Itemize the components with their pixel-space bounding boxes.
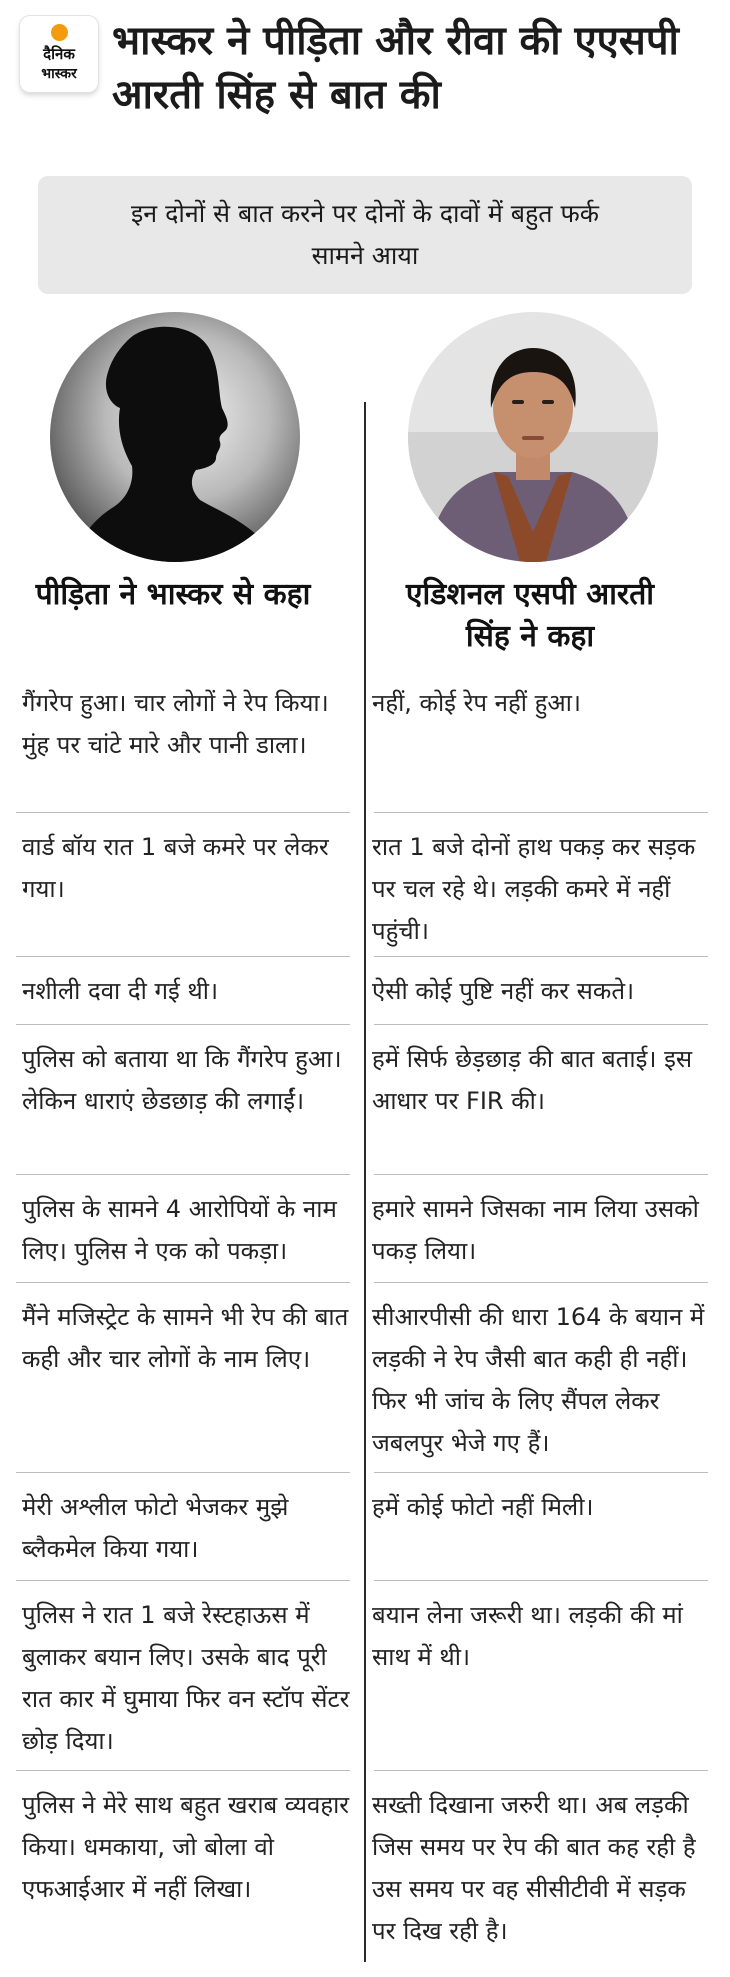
row-separator bbox=[374, 1024, 708, 1025]
asp-response: रात 1 बजे दोनों हाथ पकड़ कर सड़क पर चल रहे थे। लड़की कमरे में नहीं पहुंची। bbox=[372, 833, 696, 945]
logo-text-line1: दैनिक bbox=[43, 45, 75, 63]
victim-statement: मैंने मजिस्ट्रेट के सामने भी रेप की बात कही और चार लोगों के नाम लिए। bbox=[22, 1303, 349, 1373]
logo-text-line2: भास्कर bbox=[41, 66, 77, 82]
row-separator bbox=[374, 1282, 708, 1283]
row-separator bbox=[16, 1472, 350, 1473]
asp-aarti-singh-photo bbox=[408, 312, 658, 562]
asp-response: नहीं, कोई रेप नहीं हुआ। bbox=[372, 689, 581, 717]
row-separator bbox=[374, 1580, 708, 1581]
row-separator bbox=[16, 956, 350, 957]
asp-response: सख्ती दिखाना जरुरी था। अब लड़की जिस समय पर रेप की बात कह रही है उस समय पर वह सीसीटीवी में सड़क पर दिख रही है। bbox=[372, 1791, 696, 1945]
subheading-box bbox=[38, 176, 692, 294]
victim-statement: पुलिस के सामने 4 आरोपियों के नाम लिए। पुलिस ने एक को पकड़ा। bbox=[22, 1195, 337, 1265]
victim-statement: पुलिस ने मेरे साथ बहुत खराब व्यवहार किया। धमकाया, जो बोला वो एफआईआर में नहीं लिखा। bbox=[22, 1791, 350, 1903]
row-separator bbox=[374, 1174, 708, 1175]
asp-response: ऐसी कोई पुष्टि नहीं कर सकते। bbox=[372, 977, 635, 1005]
row-separator bbox=[16, 1770, 350, 1771]
asp-response: बयान लेना जरूरी था। लड़की की मां साथ में थी। bbox=[372, 1601, 683, 1671]
asp-column-heading: एडिशनल एसपी आरती सिंह ने कहा bbox=[405, 577, 655, 654]
column-divider bbox=[364, 402, 366, 1962]
subheading: इन दोनों से बात करने पर दोनों के दावों में बहुत फर्क सामने आया bbox=[131, 199, 599, 270]
victim-statement: नशीली दवा दी गई थी। bbox=[22, 977, 219, 1005]
row-separator bbox=[374, 1472, 708, 1473]
victim-statement: गैंगरेप हुआ। चार लोगों ने रेप किया। मुंह पर चांटे मारे और पानी डाला। bbox=[22, 689, 329, 759]
logo-sun-icon bbox=[51, 24, 68, 41]
victim-statement: मेरी अश्लील फोटो भेजकर मुझे ब्लैकमेल किया गया। bbox=[22, 1493, 289, 1563]
row-separator bbox=[374, 1770, 708, 1771]
row-separator bbox=[374, 812, 708, 813]
row-separator bbox=[16, 1174, 350, 1175]
dainik-bhaskar-logo bbox=[20, 16, 98, 92]
row-separator bbox=[16, 1282, 350, 1283]
row-separator bbox=[16, 1580, 350, 1581]
row-separator bbox=[374, 956, 708, 957]
asp-response: हमारे सामने जिसका नाम लिया उसको पकड़ लिया। bbox=[372, 1195, 699, 1265]
victim-statement: पुलिस को बताया था कि गैंगरेप हुआ। लेकिन धाराएं छेडछाड़ की लगाईं। bbox=[22, 1045, 342, 1115]
asp-response: हमें कोई फोटो नहीं मिली। bbox=[372, 1493, 594, 1521]
row-separator bbox=[16, 1024, 350, 1025]
asp-response: हमें सिर्फ छेड़छाड़ की बात बताई। इस आधार पर FIR की। bbox=[372, 1045, 693, 1115]
victim-statement: वार्ड बॉय रात 1 बजे कमरे पर लेकर गया। bbox=[22, 833, 329, 903]
headline: भास्कर ने पीड़िता और रीवा की एएसपी आरती सिंह से बात की bbox=[112, 18, 679, 118]
row-separator bbox=[16, 812, 350, 813]
victim-statement: पुलिस ने रात 1 बजे रेस्टहाऊस में बुलाकर बयान लिए। उसके बाद पूरी रात कार में घुमाया फिर वन स्टॉप सेंटर छोड़ दिया। bbox=[22, 1601, 350, 1755]
asp-response: सीआरपीसी की धारा 164 के बयान में लड़की ने रेप जैसी बात कही ही नहीं। फिर भी जांच के लिए सैंपल लेकर जबलपुर भेजे गए हैं। bbox=[372, 1303, 705, 1457]
victim-column-heading: पीड़िता ने भास्कर से कहा bbox=[35, 577, 311, 612]
victim-silhouette-image bbox=[50, 312, 300, 562]
